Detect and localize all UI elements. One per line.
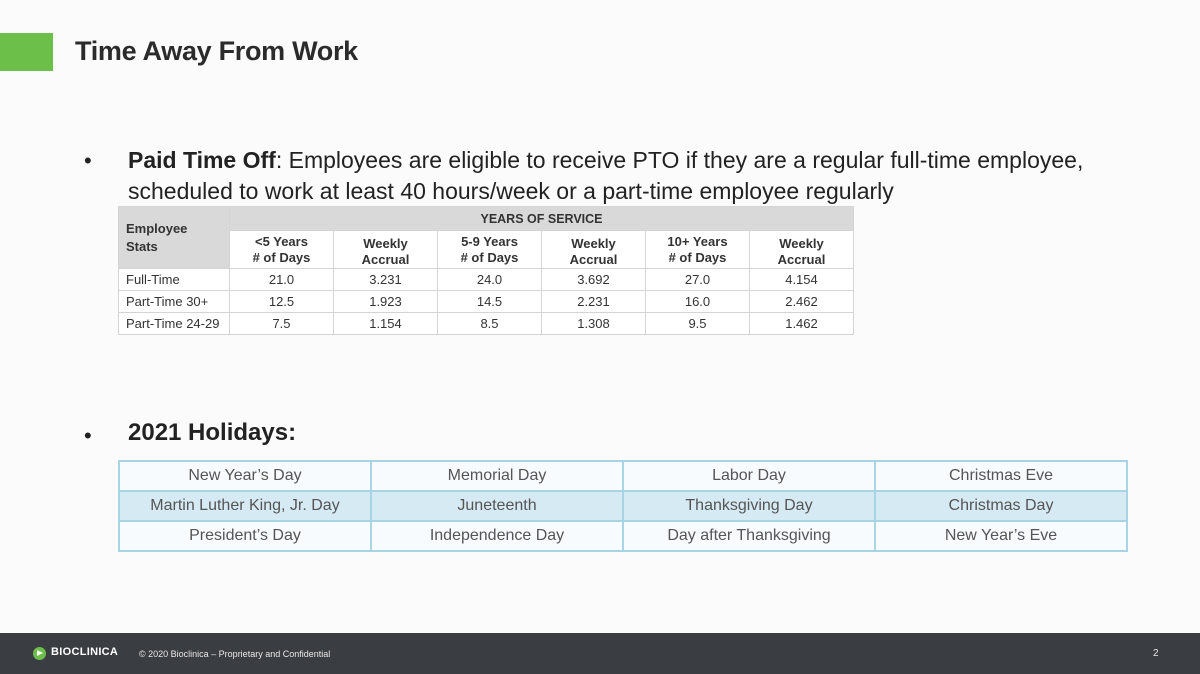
- bioclinica-logo-icon: [33, 647, 46, 660]
- table-cell: 3.231: [334, 269, 438, 291]
- holiday-cell: New Year’s Day: [119, 461, 371, 491]
- column-header: Weekly Accrual: [542, 231, 646, 269]
- row-label: Part-Time 24-29: [119, 313, 230, 335]
- table-cell: 14.5: [438, 291, 542, 313]
- holiday-cell: Day after Thanksgiving: [623, 521, 875, 551]
- holiday-cell: President’s Day: [119, 521, 371, 551]
- row-label: Part-Time 30+: [119, 291, 230, 313]
- column-header: 5-9 Years # of Days: [438, 231, 542, 269]
- table-row: [119, 313, 854, 335]
- table-row: [119, 491, 1127, 521]
- row-label: Full-Time: [119, 269, 230, 291]
- table-cell: 3.692: [542, 269, 646, 291]
- table-cell: 9.5: [646, 313, 750, 335]
- table-cell: 1.923: [334, 291, 438, 313]
- footer-bar: [0, 633, 1200, 674]
- holiday-cell: Juneteenth: [371, 491, 623, 521]
- table-cell: 1.154: [334, 313, 438, 335]
- table-cell: 27.0: [646, 269, 750, 291]
- holiday-cell: Labor Day: [623, 461, 875, 491]
- pto-heading: Paid Time Off: [128, 147, 276, 173]
- table-row: [119, 521, 1127, 551]
- column-header: Weekly Accrual: [750, 231, 854, 269]
- title-accent-bar: [0, 33, 53, 71]
- table-cell: 16.0: [646, 291, 750, 313]
- company-logo-text: BIOCLINICA: [51, 646, 119, 658]
- table-row: [119, 291, 854, 313]
- table-cell: 24.0: [438, 269, 542, 291]
- table-cell: 1.462: [750, 313, 854, 335]
- pto-table: [118, 206, 854, 335]
- table-cell: 1.308: [542, 313, 646, 335]
- pto-bullet: •: [84, 148, 92, 173]
- holiday-cell: Thanksgiving Day: [623, 491, 875, 521]
- pto-description: : Employees are eligible to receive PTO if they are a regular full-time employee, scheduled to work at least 40 hours/week or a part-time employee regularly: [128, 147, 1084, 204]
- table-cell: 8.5: [438, 313, 542, 335]
- holidays-bullet: •: [84, 423, 92, 448]
- pto-paragraph: [128, 145, 1108, 207]
- slide-title: Time Away From Work: [75, 36, 358, 66]
- holiday-cell: Christmas Day: [875, 491, 1127, 521]
- holiday-cell: Martin Luther King, Jr. Day: [119, 491, 371, 521]
- column-header: Weekly Accrual: [334, 231, 438, 269]
- employee-stats-header: Employee Stats: [119, 207, 230, 269]
- table-cell: 12.5: [230, 291, 334, 313]
- table-row: [119, 461, 1127, 491]
- table-row: [119, 269, 854, 291]
- table-cell: 21.0: [230, 269, 334, 291]
- holiday-cell: New Year’s Eve: [875, 521, 1127, 551]
- holiday-cell: Memorial Day: [371, 461, 623, 491]
- holidays-heading: 2021 Holidays:: [128, 419, 297, 446]
- table-cell: 7.5: [230, 313, 334, 335]
- years-of-service-header: YEARS OF SERVICE: [230, 207, 854, 231]
- table-cell: 2.231: [542, 291, 646, 313]
- holiday-cell: Christmas Eve: [875, 461, 1127, 491]
- page-number: 2: [1153, 648, 1159, 659]
- table-cell: 2.462: [750, 291, 854, 313]
- table-cell: 4.154: [750, 269, 854, 291]
- holidays-table: [118, 460, 1128, 552]
- holiday-cell: Independence Day: [371, 521, 623, 551]
- column-header: <5 Years # of Days: [230, 231, 334, 269]
- copyright-text: © 2020 Bioclinica – Proprietary and Confidential: [139, 649, 331, 659]
- column-header: 10+ Years # of Days: [646, 231, 750, 269]
